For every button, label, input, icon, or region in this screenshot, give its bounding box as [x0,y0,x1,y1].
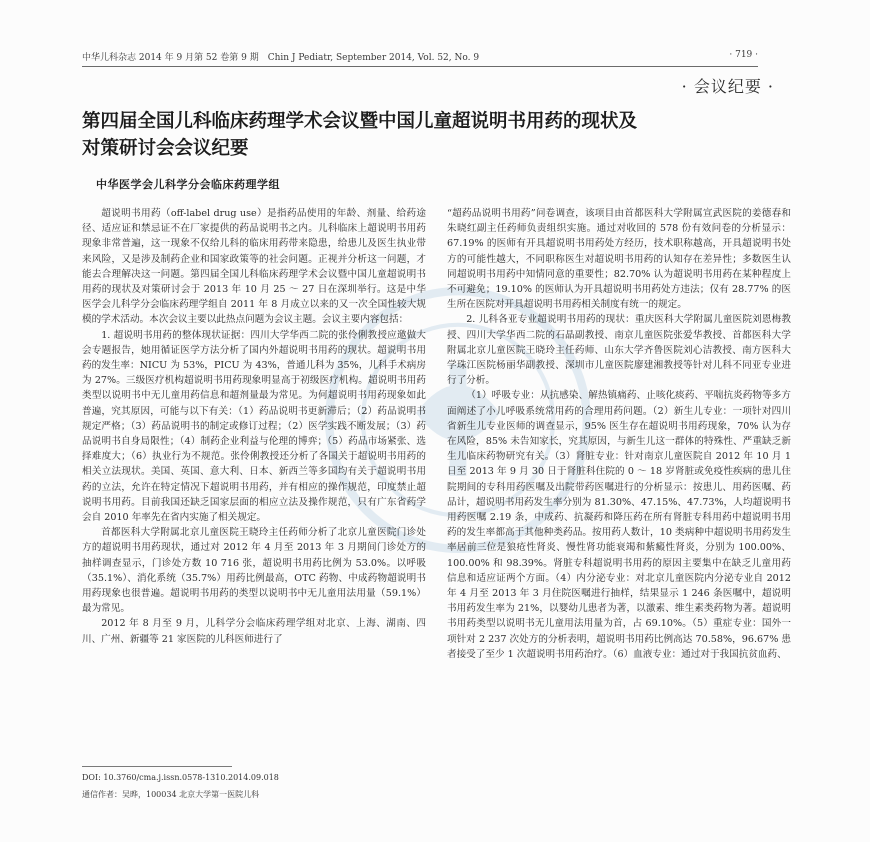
paragraph: 2. 儿科各亚专业超说明书用药的现状：重庆医科大学附属儿童医院刘恩梅教授、四川大学华西二院的石晶副教授、南京儿童医院张爱华教授、首都医科大学附属北京儿童医院王晓玲主任药师、山东大学齐鲁医院刘心洁教授、南方医科大学珠江医院杨丽华副教授、深圳市儿童医院廖建湘教授等针对儿科不同亚专业进行了分析。 [447,314,791,387]
corresponding-author-footnote: 通信作者：吴晔，100034 北京大学第一医院儿科 [82,790,260,799]
paragraph: 超说明书用药（off-label drug use）是指药品使用的年龄、剂量、给药途径、适应证和禁忌证不在厂家提供的药品说明书之内。儿科临床上超说明书用药现象非常普遍，这一现象不仅给儿科的临床用药带来隐患，给患儿及医生执业带来风险，又是涉及制药企业和国家政策等的社会问题。正视并分析这一问题，才能去合理解决这一问题。第四届全国儿科临床药理学术会议暨中国儿童超说明书用药的现状及对策研讨会于 2013 年 10 月 25 ～ 27 日在深圳举行。这是中华医学会儿科学分会临床药理学组自 2011 年 8 月成立以来的又一次全国性较大规模的学术活动。本次会议主要以此热点问题为会议主题。会议主要内容包括： [82,208,426,326]
article-title: 第四届全国儿科临床药理学术会议暨中国儿童超说明书用药的现状及对策研讨会会议纪要 [82,111,638,159]
running-header [82,50,758,66]
paragraph: 首都医科大学附属北京儿童医院王晓玲主任药师分析了北京儿童医院门诊处方的超说明书用药现状，通过对 2012 年 4 月至 2013 年 3 月期间门诊处方的抽样调查显示，门诊处方数 10 716 张，超说明书用药比例为 53.0%。以呼吸（35.1%）、消化系统（35.7%）用药比例最高，OTC 药物、中成药物超说明书用药现象也很普遍。超说明书用药的类型以说明书中无儿童用法用量（59.1%）最为常见。 [82,527,426,615]
author-organization: 中华医学会儿科学分会临床药理学组 [96,178,280,191]
body-column-right [447,206,791,826]
footnote-divider [82,766,232,767]
doi-footnote: DOI: 10.3760/cma.j.issn.0578-1310.2014.09.018 [82,773,279,782]
header-divider [82,66,758,67]
journal-citation: 中华儿科杂志 2014 年 9 月第 52 卷第 9 期 Chin J Pediatr, September 2014, Vol. 52, No. 9 [82,53,480,63]
paragraph: （1）呼吸专业：从抗感染、解热镇痛药、止咳化痰药、平喘抗炎药物等多方面阐述了小儿呼吸系统常用药的合理用药问题。（2）新生儿专业：一项针对四川省新生儿专业医师的调查显示，95% 医生存在超说明书用药现象，70% 认为存在风险，85% 未告知家长，究其原因，与新生儿这一群体的特殊性、严重缺乏新生儿临床药物研究有关。（3）肾脏专业：针对南京儿童医院自 2012 年 10 月 1 日至 2013 年 9 月 30 日于肾脏科住院的 0 ～ 18 岁肾脏或免疫性疾病的患儿住院期间的专科用药医嘱及出院带药医嘱进行的分析显示：按患儿、用药医嘱、药品计，超说明书用药发生率分别为 81.30%、47.15%、47.73%，人均超说明书用药医嘱 2.19 条，中成药、抗凝药和降压药在所有肾脏专科用药中超说明书用药的发生率都高于其他种类药品。按用药人数计，10 类病种中超说明书用药发生率居前三位是狼疮性肾炎、慢性肾功能衰竭和紫癜性肾炎，分别为 100.00%、100.00% 和 98.39%。肾脏专科超说明书用药的原因主要集中在缺乏儿童用药信息和适应证两个方面。（4）内分泌专业：对北京儿童医院内分泌专业自 2012 年 4 月至 2013 年 3 月住院医嘱进行抽样，结果显示 1 246 条医嘱中，超说明书用药发生率为 21%，以婴幼儿患者为著，以激素、维生素类药物为著。超说明书用药类型以说明书无儿童用法用量为首，占 69.10%。（5）重症专业：国外一项针对 2 237 次处方的分析表明，超说明书用药比例高达 70.58%，96.67% 患者接受了至少 1 次超说明书用药治疗。（6）血液专业：通过对于我国抗贫血药、 [447,390,791,660]
section-label: · 会议纪要 · [681,77,774,96]
paragraph: 2012 年 8 月至 9 月，儿科学分会临床药理学组对北京、上海、湖南、四川、广州、新疆等 21 家医院的儿科医师进行了 [82,618,426,645]
body-column-left [82,206,426,754]
page-number: · 719 · [729,50,758,60]
paragraph: “超药品说明书用药”问卷调查，该项目由首都医科大学附属宣武医院的姜德春和朱晓红副主任药师负责组织实施。通过对收回的 578 份有效问卷的分析显示：67.19% 的医师有开具超说明书用药处方经历，技术职称越高，开具超说明书处方的可能性越大，不同职称医生对超说明书用药的认知存在差异性；多数医生认同超说明书用药中知情同意的重要性；82.70% 认为超说明书用药在某种程度上不可避免；19.10% 的医师认为开具超说明书用药处方违法；仅有 28.77% 的医生所在医院对开具超说明书用药相关制度有统一的规定。 [447,208,791,311]
paragraph: 1. 超说明书用药的整体现状证据：四川大学华西二院的张伶俐教授应邀做大会专题报告，她用循证医学方法分析了国内外超说明书用药的现状。超说明书用药的发生率：NICU 为 53%，PICU 为 43%，普通儿科为 35%，儿科手术病房为 27%。三级医疗机构超说明书用药现象明显高于初级医疗机构。超说明书用药类型以说明书中无儿童用药信息和超剂量最为常见。为何超说明书用药现象如此普遍，究其原因，可能与以下有关：（1）药品说明书更新滞后；（2）药品说明书规定严格；（3）药品说明书的制定或修订过程；（2）医学实践不断发展；（3）药品说明书自身局限性；（4）制药企业利益与伦理的博弈；（5）药品市场紧张、选择难度大；（6）执业行为不规范。张伶俐教授还分析了各国关于超说明书用药的相关立法现状。美国、英国、意大利、日本、新西兰等多国均有关于超说明书用药的立法，允许在特定情况下超说明书用药，并有相应的操作规范，印度禁止超说明书用药。目前我国还缺乏国家层面的相应立法及操作规范，只有广东省药学会自 2010 年率先在省内实施了相关规定。 [82,329,426,524]
